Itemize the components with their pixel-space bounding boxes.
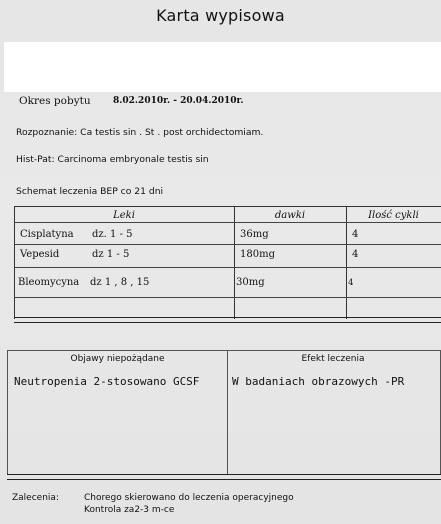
adverse-effects-value: Neutropenia 2-stosowano GCSF: [14, 375, 200, 388]
table-cell-drug: Cisplatyna: [20, 229, 74, 240]
table-row-divider: [14, 244, 441, 245]
table-cell-cycles: 4: [348, 278, 354, 288]
column-header-drugs: Leki: [113, 210, 135, 221]
table-cell-days: dz 1 , 8 , 15: [90, 277, 150, 288]
table-row-divider: [14, 297, 441, 298]
recommendations-label: Zalecenia:: [12, 493, 59, 503]
table-row-divider: [14, 267, 441, 268]
table-cell-days: dz. 1 - 5: [92, 229, 133, 240]
table-cell-dose: 36mg: [240, 229, 269, 240]
treatment-effect-value: W badaniach obrazowych -PR: [232, 375, 405, 388]
column-header-cycles: Ilość cykli: [368, 210, 419, 221]
table-border-left: [14, 207, 15, 319]
table-cell-drug: Bleomycyna: [18, 277, 80, 288]
stay-period-label: Okres pobytu: [19, 95, 91, 107]
table-cell-cycles: 4: [352, 229, 359, 240]
column-header-doses: dawki: [274, 210, 306, 221]
redacted-patient-info: [4, 42, 441, 92]
recommendation-line: Kontrola za2-3 m-ce: [84, 505, 175, 515]
boxes-bottom-double-rule: [7, 474, 441, 480]
document-title: Karta wypisowa: [156, 6, 285, 25]
adverse-effects-box: [7, 350, 228, 475]
table-cell-dose: 180mg: [240, 249, 275, 260]
table-cell-dose: 30mg: [236, 277, 265, 288]
treatment-scheme-line: Schemat leczenia BEP co 21 dni: [16, 186, 164, 197]
table-column-divider: [234, 207, 235, 319]
table-column-divider: [346, 207, 347, 319]
table-cell-drug: Vepesid: [20, 249, 60, 260]
table-bottom-double-rule: [14, 317, 441, 323]
table-cell-days: dz 1 - 5: [92, 249, 130, 260]
recommendation-line: Chorego skierowano do leczenia operacyjnego: [84, 493, 294, 503]
treatment-table: [14, 206, 441, 319]
treatment-effect-label: Efekt leczenia: [301, 354, 365, 364]
adverse-effects-label: Objawy niepożądane: [70, 354, 165, 364]
treatment-effect-box: [226, 350, 441, 475]
table-row-divider: [14, 222, 441, 223]
table-cell-cycles: 4: [352, 249, 359, 260]
histopathology-line: Hist-Pat: Carcinoma embryonale testis sin: [16, 154, 209, 165]
diagnosis-line: Rozpoznanie: Ca testis sin . St . post orchidectomiam.: [16, 127, 264, 138]
stay-period-value: 8.02.2010r. - 20.04.2010r.: [113, 96, 244, 106]
